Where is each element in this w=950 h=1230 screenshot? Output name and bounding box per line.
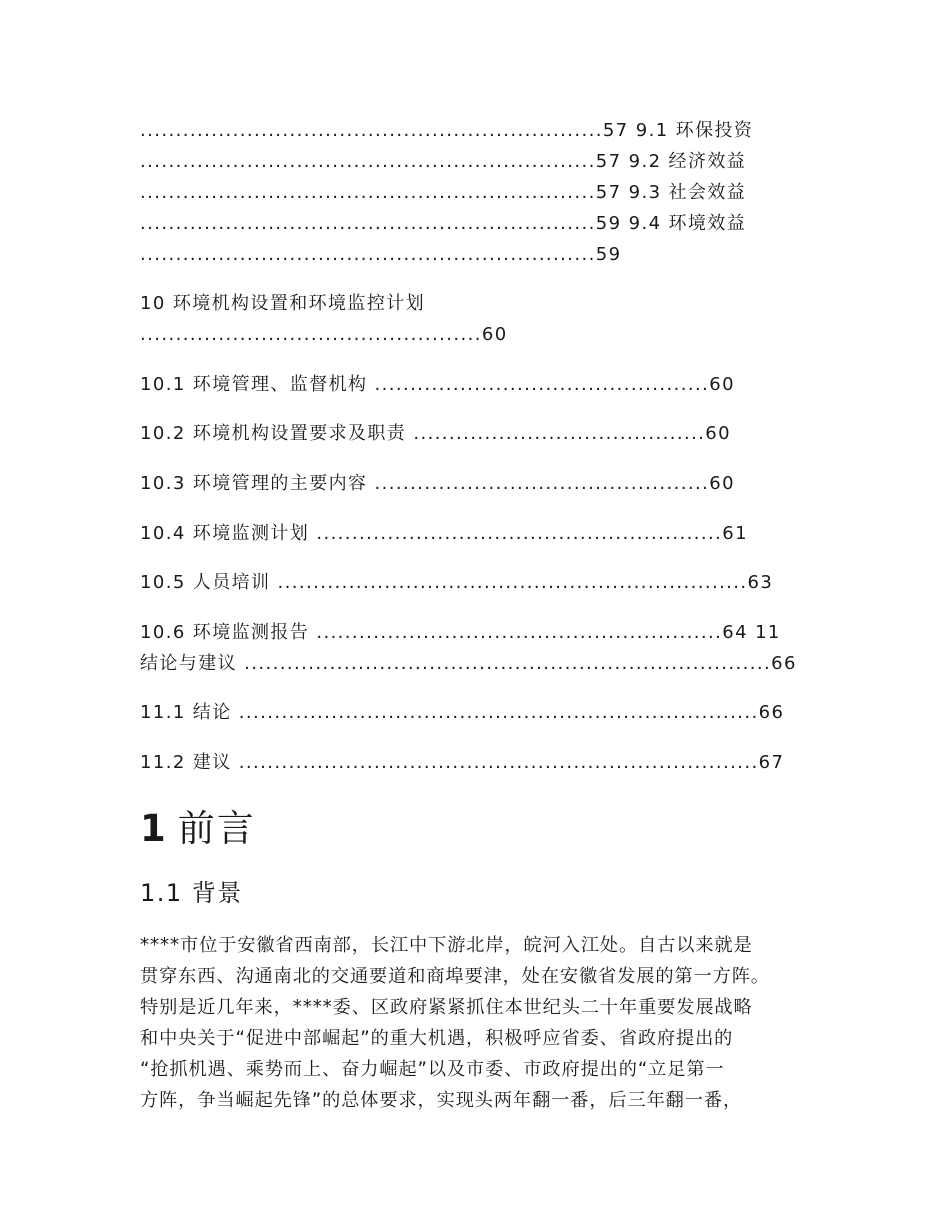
toc-entry-11-1: 11.1 结论 .........................................................................66 (140, 702, 785, 723)
paragraph-line: 特别是近几年来，****委、区政府紧紧抓住本世纪头二十年重要发展战略 (140, 997, 753, 1018)
paragraph-line: 和中央关于“促进中部崛起”的重大机遇，积极呼应省委、省政府提出的 (140, 1028, 734, 1049)
chapter-title: 前言 (177, 807, 256, 850)
section-heading: 1.1 背景 (140, 879, 243, 907)
toc-entry-9-4: ................................................................59 9.4 环境效益 (140, 213, 747, 234)
toc-entry-10-page: ................................................60 (140, 324, 508, 345)
toc-entry-9-4-page: ................................................................59 (140, 244, 622, 265)
chapter-number: 1 (140, 807, 168, 850)
toc-entry-10-1: 10.1 环境管理、监督机构 ...............................................60 (140, 374, 735, 395)
paragraph-line: “抢抓机遇、乘势而上、奋力崛起”以及市委、市政府提出的“立足第一 (140, 1059, 725, 1080)
toc-entry-10-4: 10.4 环境监测计划 .........................................................61 (140, 523, 748, 544)
paragraph-line: 方阵，争当崛起先锋”的总体要求，实现头两年翻一番，后三年翻一番， (140, 1090, 743, 1111)
toc-entry-10: 10 环境机构设置和环境监控计划 (140, 293, 426, 314)
toc-entry-11: 结论与建议 ..........................................................................66 (140, 653, 797, 674)
paragraph-line: 贯穿东西、沟通南北的交通要道和商埠要津，处在安徽省发展的第一方阵。 (140, 966, 770, 987)
toc-entry-9-1: .................................................................57 9.1 环保投资 (140, 120, 754, 141)
toc-entry-10-2: 10.2 环境机构设置要求及职责 .........................................60 (140, 423, 732, 444)
chapter-heading (140, 806, 256, 852)
toc-entry-9-2: ................................................................57 9.2 经济效益 (140, 151, 747, 172)
toc-entry-10-6: 10.6 环境监测报告 .........................................................64 11 (140, 622, 781, 643)
toc-entry-10-5: 10.5 人员培训 ..................................................................63 (140, 572, 774, 593)
toc-entry-11-2: 11.2 建议 .........................................................................67 (140, 752, 785, 773)
toc-entry-9-3: ................................................................57 9.3 社会效益 (140, 182, 747, 203)
toc-entry-10-3: 10.3 环境管理的主要内容 ...............................................60 (140, 473, 735, 494)
paragraph-line: ****市位于安徽省西南部，长江中下游北岸，皖河入江处。自古以来就是 (140, 935, 753, 956)
